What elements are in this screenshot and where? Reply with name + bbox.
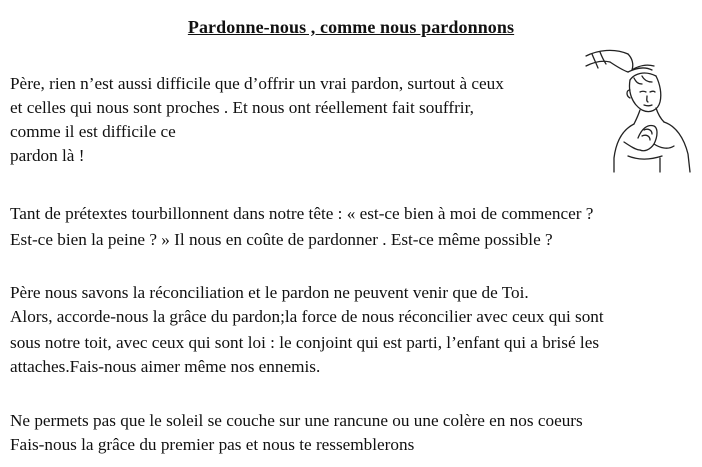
text-line: sous notre toit, avec ceux qui sont loi : le conjoint qui est parti, l’enfant qui a brisé les	[10, 333, 600, 352]
text-line: Fais-nous la grâce du premier pas et nous te ressemblerons	[10, 435, 415, 454]
text-line: Est-ce bien la peine ? » Il nous en coûte de pardonner . Est-ce même possible ?	[10, 230, 553, 249]
text-line: comme il est difficile ce	[10, 122, 176, 141]
page-title: Pardonne-nous , comme nous pardonnons	[187, 17, 515, 37]
text-line: Père, rien n’est aussi difficile que d’offrir un vrai pardon, surtout à ceux	[10, 74, 504, 93]
text-line: attaches.Fais-nous aimer même nos ennemis.	[10, 357, 321, 376]
praying-child-icon	[584, 46, 696, 174]
text-line: Tant de prétextes tourbillonnent dans notre tête : « est-ce bien à moi de commencer ?	[10, 204, 594, 223]
text-line: pardon là !	[10, 146, 85, 165]
text-line: Ne permets pas que le soleil se couche sur une rancune ou une colère en nos coeurs	[10, 411, 583, 430]
text-line: et celles qui nous sont proches . Et nous ont réellement fait souffrir,	[10, 98, 474, 117]
text-line: Père nous savons la réconciliation et le pardon ne peuvent venir que de Toi.	[10, 283, 529, 302]
text-line: Alors, accorde-nous la grâce du pardon;la force de nous réconcilier avec ceux qui sont	[10, 307, 604, 326]
